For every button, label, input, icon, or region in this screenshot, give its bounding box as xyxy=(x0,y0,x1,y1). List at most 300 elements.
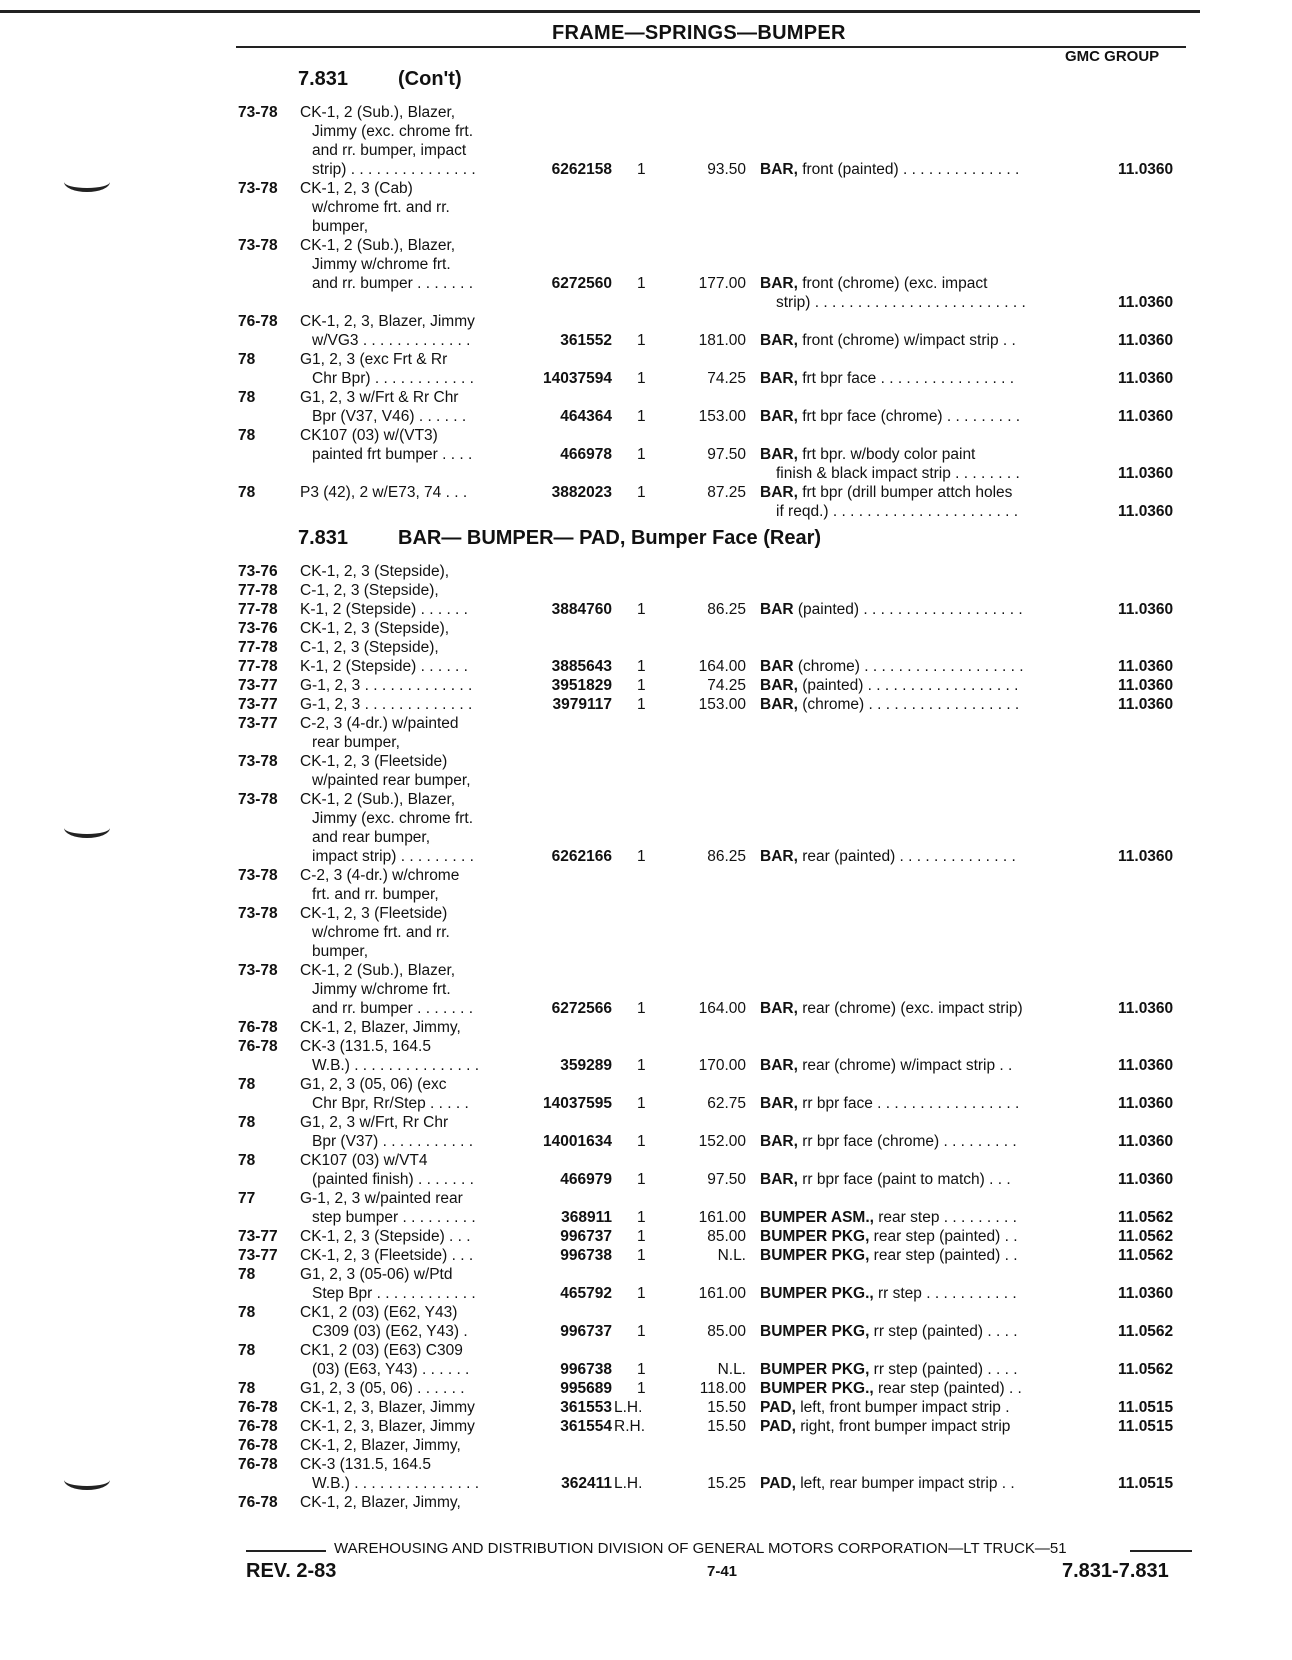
description-keyword: BUMPER PKG, xyxy=(760,1247,870,1264)
table-row xyxy=(0,1114,1292,1133)
part-number-cell: 3979117 xyxy=(552,696,612,713)
group-number-cell: 11.0360 xyxy=(1118,1133,1174,1150)
table-row xyxy=(0,715,1292,734)
year-cell: 73-77 xyxy=(238,1228,278,1245)
top-rule xyxy=(0,10,1200,13)
quantity-cell: 1 xyxy=(637,275,646,292)
model-cell: C309 (03) (E62, Y43) . xyxy=(312,1323,468,1340)
year-cell: 78 xyxy=(238,1152,256,1169)
year-cell: 73-78 xyxy=(238,905,278,922)
description-keyword: PAD, xyxy=(760,1475,796,1492)
part-number-cell: 361554 xyxy=(560,1418,612,1435)
description-cell xyxy=(760,1057,1078,1075)
table-row xyxy=(0,161,1292,180)
model-cell: CK-3 (131.5, 164.5 xyxy=(300,1038,431,1055)
side-cell: L.H. xyxy=(614,1475,643,1492)
description-keyword: BAR, xyxy=(760,1171,798,1188)
model-cell: and rr. bumper, impact xyxy=(312,142,467,159)
model-cell: w/chrome frt. and rr. xyxy=(312,199,450,216)
description-keyword: BAR, xyxy=(760,848,798,865)
price-cell: 153.00 xyxy=(698,408,746,425)
year-cell: 73-77 xyxy=(238,715,278,732)
model-cell: W.B.) . . . . . . . . . . . . . . . xyxy=(312,1475,480,1492)
table-row xyxy=(0,332,1292,351)
model-cell: (painted finish) . . . . . . . xyxy=(312,1171,474,1188)
table-row xyxy=(0,1285,1292,1304)
description-text: right, front bumper impact strip xyxy=(795,1418,1011,1435)
part-number-cell: 996738 xyxy=(560,1361,612,1378)
group-label: GMC GROUP xyxy=(1065,48,1160,65)
description-keyword: BAR xyxy=(760,601,794,618)
part-number-cell: 6272566 xyxy=(551,1000,612,1017)
quantity-cell: 1 xyxy=(637,1285,646,1302)
table-row xyxy=(0,1019,1292,1038)
year-cell: 78 xyxy=(238,1076,256,1093)
table-row xyxy=(0,1228,1292,1247)
year-cell: 78 xyxy=(238,1380,256,1397)
table-row xyxy=(0,1000,1292,1019)
description-cell xyxy=(776,465,1078,483)
year-cell: 78 xyxy=(238,389,256,406)
model-cell: CK-1, 2, 3, Blazer, Jimmy xyxy=(300,1399,475,1416)
year-cell: 76-78 xyxy=(238,1418,278,1435)
part-number-cell: 996737 xyxy=(560,1323,612,1340)
description-text: rear step (painted) . . xyxy=(869,1247,1018,1264)
description-text: frt bpr (drill bumper attch holes xyxy=(797,484,1013,501)
price-cell: 93.50 xyxy=(707,161,746,178)
description-text: strip) . . . . . . . . . . . . . . . . . . . . . . . . . xyxy=(776,294,1026,311)
year-cell: 73-78 xyxy=(238,791,278,808)
table-row xyxy=(0,1418,1292,1437)
description-text: (chrome) . . . . . . . . . . . . . . . . . . xyxy=(797,696,1020,713)
description-cell xyxy=(760,1095,1078,1113)
description-keyword: PAD, xyxy=(760,1418,796,1435)
model-cell: w/painted rear bumper, xyxy=(312,772,471,789)
section-number: 7.831 xyxy=(298,527,349,549)
year-cell: 73-78 xyxy=(238,867,278,884)
group-number-cell: 11.0562 xyxy=(1118,1228,1174,1245)
description-cell xyxy=(760,1209,1078,1227)
price-cell: 15.50 xyxy=(707,1418,746,1435)
model-cell: bumper, xyxy=(312,943,369,960)
description-keyword: BAR, xyxy=(760,332,798,349)
revision-label: REV. 2-83 xyxy=(246,1560,337,1582)
quantity-cell: 1 xyxy=(637,408,646,425)
table-row xyxy=(0,962,1292,981)
year-cell: 77-78 xyxy=(238,601,278,618)
group-number-cell: 11.0360 xyxy=(1118,658,1174,675)
model-cell: strip) . . . . . . . . . . . . . . . xyxy=(312,161,476,178)
table-row xyxy=(0,601,1292,620)
table-row xyxy=(0,1342,1292,1361)
description-cell xyxy=(760,370,1078,388)
table-row xyxy=(0,370,1292,389)
price-cell: 74.25 xyxy=(707,677,746,694)
part-number-cell: 368911 xyxy=(561,1209,612,1226)
quantity-cell: 1 xyxy=(637,1171,646,1188)
page-title: FRAME—SPRINGS—BUMPER xyxy=(552,22,846,44)
group-number-cell: 11.0360 xyxy=(1118,1000,1174,1017)
description-cell xyxy=(760,1247,1078,1265)
table-row xyxy=(0,1380,1292,1399)
part-number-cell: 14001634 xyxy=(543,1133,612,1150)
description-cell xyxy=(760,161,1078,179)
model-cell: K-1, 2 (Stepside) . . . . . . xyxy=(300,658,468,675)
description-text: front (chrome) (exc. impact xyxy=(797,275,988,292)
price-cell: 85.00 xyxy=(707,1323,746,1340)
quantity-cell: 1 xyxy=(637,848,646,865)
table-row xyxy=(0,620,1292,639)
model-cell: C-2, 3 (4-dr.) w/chrome xyxy=(300,867,460,884)
description-keyword: BAR, xyxy=(760,1133,798,1150)
part-number-cell: 466979 xyxy=(560,1171,612,1188)
group-number-cell: 11.0515 xyxy=(1118,1399,1174,1416)
description-text: front (painted) . . . . . . . . . . . . . . xyxy=(797,161,1020,178)
table-row xyxy=(0,1494,1292,1513)
table-row xyxy=(0,142,1292,161)
description-keyword: BAR, xyxy=(760,696,798,713)
footer-text: WAREHOUSING AND DISTRIBUTION DIVISION OF GENERAL MOTORS CORPORATION—LT TRUCK—51 xyxy=(334,1540,1067,1557)
description-text: if reqd.) . . . . . . . . . . . . . . . . . . . . . . xyxy=(776,503,1019,520)
group-number-cell: 11.0360 xyxy=(1118,332,1174,349)
description-cell xyxy=(760,408,1078,426)
model-cell: G1, 2, 3 w/Frt, Rr Chr xyxy=(300,1114,449,1131)
model-cell: Jimmy w/chrome frt. xyxy=(312,256,451,273)
quantity-cell: 1 xyxy=(637,658,646,675)
model-cell: CK-1, 2 (Sub.), Blazer, xyxy=(300,237,456,254)
quantity-cell: 1 xyxy=(637,601,646,618)
model-cell: Chr Bpr) . . . . . . . . . . . . xyxy=(312,370,474,387)
price-cell: N.L. xyxy=(717,1247,746,1264)
part-number-cell: 3884760 xyxy=(551,601,612,618)
table-row xyxy=(0,294,1292,313)
price-cell: 85.00 xyxy=(707,1228,746,1245)
table-row xyxy=(0,123,1292,142)
model-cell: G-1, 2, 3 w/painted rear xyxy=(300,1190,463,1207)
part-number-cell: 6262158 xyxy=(551,161,612,178)
description-text: (painted) . . . . . . . . . . . . . . . . . . xyxy=(797,677,1019,694)
year-cell: 73-77 xyxy=(238,677,278,694)
table-row xyxy=(0,924,1292,943)
description-cell xyxy=(760,1133,1078,1151)
group-number-cell: 11.0562 xyxy=(1118,1323,1174,1340)
price-cell: 153.00 xyxy=(698,696,746,713)
group-number-cell: 11.0360 xyxy=(1118,1171,1174,1188)
part-number-cell: 996738 xyxy=(560,1247,612,1264)
price-cell: 15.50 xyxy=(707,1399,746,1416)
price-cell: 62.75 xyxy=(707,1095,746,1112)
part-number-cell: 996737 xyxy=(560,1228,612,1245)
description-cell xyxy=(760,446,1078,464)
group-number-cell: 11.0360 xyxy=(1118,294,1174,311)
table-row xyxy=(0,1323,1292,1342)
model-cell: bumper, xyxy=(312,218,369,235)
footer-rule-right xyxy=(1130,1550,1192,1552)
description-cell xyxy=(760,332,1078,350)
year-cell: 76-78 xyxy=(238,1399,278,1416)
model-cell: Bpr (V37, V46) . . . . . . xyxy=(312,408,467,425)
model-cell: Jimmy (exc. chrome frt. xyxy=(312,810,474,827)
description-keyword: BUMPER PKG., xyxy=(760,1285,874,1302)
price-cell: 161.00 xyxy=(698,1285,746,1302)
model-cell: G-1, 2, 3 . . . . . . . . . . . . . xyxy=(300,696,473,713)
part-number-cell: 995689 xyxy=(560,1380,612,1397)
page-number: 7-41 xyxy=(707,1563,738,1580)
description-text: left, rear bumper impact strip . . xyxy=(795,1475,1015,1492)
table-row xyxy=(0,503,1292,522)
year-cell: 73-78 xyxy=(238,104,278,121)
quantity-cell: 1 xyxy=(637,1095,646,1112)
year-cell: 76-78 xyxy=(238,1494,278,1511)
quantity-cell: 1 xyxy=(637,696,646,713)
price-cell: 118.00 xyxy=(699,1380,746,1397)
table-row xyxy=(0,563,1292,582)
table-row xyxy=(0,446,1292,465)
model-cell: CK-1, 2, 3 (Stepside) . . . xyxy=(300,1228,471,1245)
model-cell: CK-1, 2, 3 (Stepside), xyxy=(300,563,450,580)
part-number-cell: 6262166 xyxy=(551,848,612,865)
model-cell: G1, 2, 3 (05, 06) . . . . . . xyxy=(300,1380,465,1397)
description-text: rr step (painted) . . . . xyxy=(869,1323,1018,1340)
model-cell: G-1, 2, 3 . . . . . . . . . . . . . xyxy=(300,677,473,694)
quantity-cell: 1 xyxy=(637,677,646,694)
table-row xyxy=(0,1209,1292,1228)
year-cell: 73-76 xyxy=(238,563,278,580)
description-cell xyxy=(760,1323,1078,1341)
table-row xyxy=(0,677,1292,696)
price-cell: 177.00 xyxy=(698,275,746,292)
group-number-cell: 11.0360 xyxy=(1118,370,1174,387)
quantity-cell: 1 xyxy=(637,446,646,463)
model-cell: CK-1, 2 (Sub.), Blazer, xyxy=(300,791,456,808)
table-row xyxy=(0,582,1292,601)
model-cell: CK-1, 2, Blazer, Jimmy, xyxy=(300,1019,461,1036)
model-cell: (03) (E63, Y43) . . . . . . xyxy=(312,1361,470,1378)
year-cell: 78 xyxy=(238,1114,256,1131)
model-cell: w/chrome frt. and rr. xyxy=(312,924,450,941)
description-text: rear (chrome) w/impact strip . . xyxy=(797,1057,1013,1074)
model-cell: CK-1, 2, Blazer, Jimmy, xyxy=(300,1437,461,1454)
part-number-cell: 466978 xyxy=(560,446,612,463)
table-row xyxy=(0,218,1292,237)
description-cell xyxy=(760,484,1078,502)
model-cell: Bpr (V37) . . . . . . . . . . . xyxy=(312,1133,474,1150)
group-number-cell: 11.0562 xyxy=(1118,1247,1174,1264)
model-cell: CK-1, 2, 3 (Cab) xyxy=(300,180,413,197)
description-text: frt bpr face . . . . . . . . . . . . . . . . xyxy=(797,370,1015,387)
description-keyword: BUMPER PKG, xyxy=(760,1323,870,1340)
model-cell: G1, 2, 3 (05, 06) (exc xyxy=(300,1076,447,1093)
model-cell: Chr Bpr, Rr/Step . . . . . xyxy=(312,1095,469,1112)
model-cell: C-1, 2, 3 (Stepside), xyxy=(300,639,439,656)
quantity-cell: 1 xyxy=(637,1057,646,1074)
table-row xyxy=(0,696,1292,715)
quantity-cell: 1 xyxy=(637,1380,646,1397)
description-cell xyxy=(760,696,1078,714)
model-cell: painted frt bumper . . . . xyxy=(312,446,473,463)
description-text: (painted) . . . . . . . . . . . . . . . . . . . xyxy=(793,601,1023,618)
price-cell: 164.00 xyxy=(698,1000,746,1017)
part-number-cell: 361553 xyxy=(560,1399,612,1416)
description-cell xyxy=(760,1171,1078,1189)
year-cell: 73-78 xyxy=(238,237,278,254)
table-row xyxy=(0,313,1292,332)
model-cell: C-1, 2, 3 (Stepside), xyxy=(300,582,439,599)
model-cell: and rr. bumper . . . . . . . xyxy=(312,275,474,292)
table-row xyxy=(0,772,1292,791)
year-cell: 76-78 xyxy=(238,1038,278,1055)
description-cell xyxy=(760,1000,1078,1018)
description-text: rr bpr face (paint to match) . . . xyxy=(797,1171,1011,1188)
section-title: BAR— BUMPER— PAD, Bumper Face (Rear) xyxy=(398,527,822,549)
section-range: 7.831-7.831 xyxy=(1062,1560,1169,1582)
part-number-cell: 361552 xyxy=(560,332,612,349)
group-number-cell: 11.0515 xyxy=(1118,1418,1174,1435)
description-text: rear step (painted) . . xyxy=(873,1380,1022,1397)
table-row xyxy=(0,943,1292,962)
group-number-cell: 11.0562 xyxy=(1118,1209,1174,1226)
price-cell: 15.25 xyxy=(707,1475,746,1492)
description-cell xyxy=(776,503,1078,521)
description-cell xyxy=(760,275,1078,293)
description-keyword: PAD, xyxy=(760,1399,796,1416)
table-row xyxy=(0,408,1292,427)
model-cell: and rear bumper, xyxy=(312,829,431,846)
model-cell: Step Bpr . . . . . . . . . . . . xyxy=(312,1285,476,1302)
description-cell xyxy=(760,848,1078,866)
table-row xyxy=(0,1171,1292,1190)
section-heading-1 xyxy=(298,68,462,91)
table-row xyxy=(0,639,1292,658)
year-cell: 73-78 xyxy=(238,962,278,979)
year-cell: 73-76 xyxy=(238,620,278,637)
part-number-cell: 3882023 xyxy=(551,484,612,501)
description-cell xyxy=(760,1228,1078,1246)
model-cell: K-1, 2 (Stepside) . . . . . . xyxy=(300,601,468,618)
description-keyword: BAR, xyxy=(760,370,798,387)
group-number-cell: 11.0360 xyxy=(1118,1285,1174,1302)
group-number-cell: 11.0360 xyxy=(1118,503,1174,520)
price-cell: 86.25 xyxy=(707,601,746,618)
year-cell: 73-78 xyxy=(238,180,278,197)
table-row xyxy=(0,1247,1292,1266)
model-cell: G1, 2, 3 w/Frt & Rr Chr xyxy=(300,389,459,406)
price-cell: N.L. xyxy=(717,1361,746,1378)
table-row xyxy=(0,1057,1292,1076)
year-cell: 73-78 xyxy=(238,753,278,770)
year-cell: 73-77 xyxy=(238,696,278,713)
year-cell: 77-78 xyxy=(238,639,278,656)
model-cell: Jimmy (exc. chrome frt. xyxy=(312,123,474,140)
description-keyword: BAR, xyxy=(760,484,798,501)
price-cell: 87.25 xyxy=(707,484,746,501)
year-cell: 76-78 xyxy=(238,1456,278,1473)
section-title: (Con't) xyxy=(398,68,462,90)
model-cell: CK1, 2 (03) (E63) C309 xyxy=(300,1342,463,1359)
table-row xyxy=(0,791,1292,810)
year-cell: 76-78 xyxy=(238,1437,278,1454)
group-number-cell: 11.0360 xyxy=(1118,601,1174,618)
table-row xyxy=(0,753,1292,772)
table-row xyxy=(0,1399,1292,1418)
description-keyword: BUMPER PKG, xyxy=(760,1228,870,1245)
quantity-cell: 1 xyxy=(637,1361,646,1378)
table-row xyxy=(0,1475,1292,1494)
description-keyword: BAR, xyxy=(760,408,798,425)
group-number-cell: 11.0360 xyxy=(1118,161,1174,178)
model-cell: G1, 2, 3 (exc Frt & Rr xyxy=(300,351,448,368)
model-cell: CK-1, 2 (Sub.), Blazer, xyxy=(300,104,456,121)
description-text: front (chrome) w/impact strip . . xyxy=(797,332,1016,349)
table-row xyxy=(0,1304,1292,1323)
description-cell xyxy=(760,1399,1078,1417)
model-cell: CK-1, 2, 3 (Stepside), xyxy=(300,620,450,637)
description-keyword: BAR, xyxy=(760,1000,798,1017)
year-cell: 77-78 xyxy=(238,658,278,675)
model-cell: C-2, 3 (4-dr.) w/painted xyxy=(300,715,459,732)
table-row xyxy=(0,1152,1292,1171)
description-cell xyxy=(760,1361,1078,1379)
year-cell: 76-78 xyxy=(238,313,278,330)
quantity-cell: 1 xyxy=(637,332,646,349)
description-text: rr step (painted) . . . . xyxy=(869,1361,1018,1378)
quantity-cell: 1 xyxy=(637,161,646,178)
model-cell: CK1, 2 (03) (E62, Y43) xyxy=(300,1304,458,1321)
table-row xyxy=(0,658,1292,677)
group-number-cell: 11.0360 xyxy=(1118,465,1174,482)
table-row xyxy=(0,180,1292,199)
table-row xyxy=(0,1038,1292,1057)
model-cell: CK-1, 2, 3, Blazer, Jimmy xyxy=(300,313,475,330)
side-cell: R.H. xyxy=(614,1418,645,1435)
footer-rule-left xyxy=(246,1550,326,1552)
description-text: rr bpr face . . . . . . . . . . . . . . . . . xyxy=(797,1095,1020,1112)
description-text: finish & black impact strip . . . . . . . . xyxy=(776,465,1020,482)
description-text: rr step . . . . . . . . . . . xyxy=(873,1285,1017,1302)
table-row xyxy=(0,484,1292,503)
group-number-cell: 11.0360 xyxy=(1118,677,1174,694)
model-cell: frt. and rr. bumper, xyxy=(312,886,439,903)
model-cell: step bumper . . . . . . . . . xyxy=(312,1209,476,1226)
quantity-cell: 1 xyxy=(637,1228,646,1245)
quantity-cell: 1 xyxy=(637,1247,646,1264)
description-keyword: BAR, xyxy=(760,446,798,463)
model-cell: P3 (42), 2 w/E73, 74 . . . xyxy=(300,484,468,501)
model-cell: CK-1, 2, 3 (Fleetside) xyxy=(300,753,448,770)
section-heading-2 xyxy=(298,527,821,550)
price-cell: 97.50 xyxy=(707,1171,746,1188)
description-keyword: BAR, xyxy=(760,677,798,694)
table-row xyxy=(0,275,1292,294)
group-number-cell: 11.0360 xyxy=(1118,1057,1174,1074)
table-row xyxy=(0,1456,1292,1475)
group-number-cell: 11.0360 xyxy=(1118,1095,1174,1112)
table-row xyxy=(0,981,1292,1000)
model-cell: CK-1, 2, Blazer, Jimmy, xyxy=(300,1494,461,1511)
table-row xyxy=(0,905,1292,924)
part-number-cell: 6272560 xyxy=(551,275,612,292)
description-text: rear step . . . . . . . . . xyxy=(873,1209,1017,1226)
model-cell: CK-1, 2, 3, Blazer, Jimmy xyxy=(300,1418,475,1435)
model-cell: CK-3 (131.5, 164.5 xyxy=(300,1456,431,1473)
table-row xyxy=(0,1076,1292,1095)
description-cell xyxy=(760,1475,1078,1493)
group-number-cell: 11.0562 xyxy=(1118,1361,1174,1378)
model-cell: rear bumper, xyxy=(312,734,400,751)
description-text: rr bpr face (chrome) . . . . . . . . . xyxy=(797,1133,1017,1150)
description-keyword: BAR, xyxy=(760,161,798,178)
description-text: frt bpr. w/body color paint xyxy=(797,446,976,463)
